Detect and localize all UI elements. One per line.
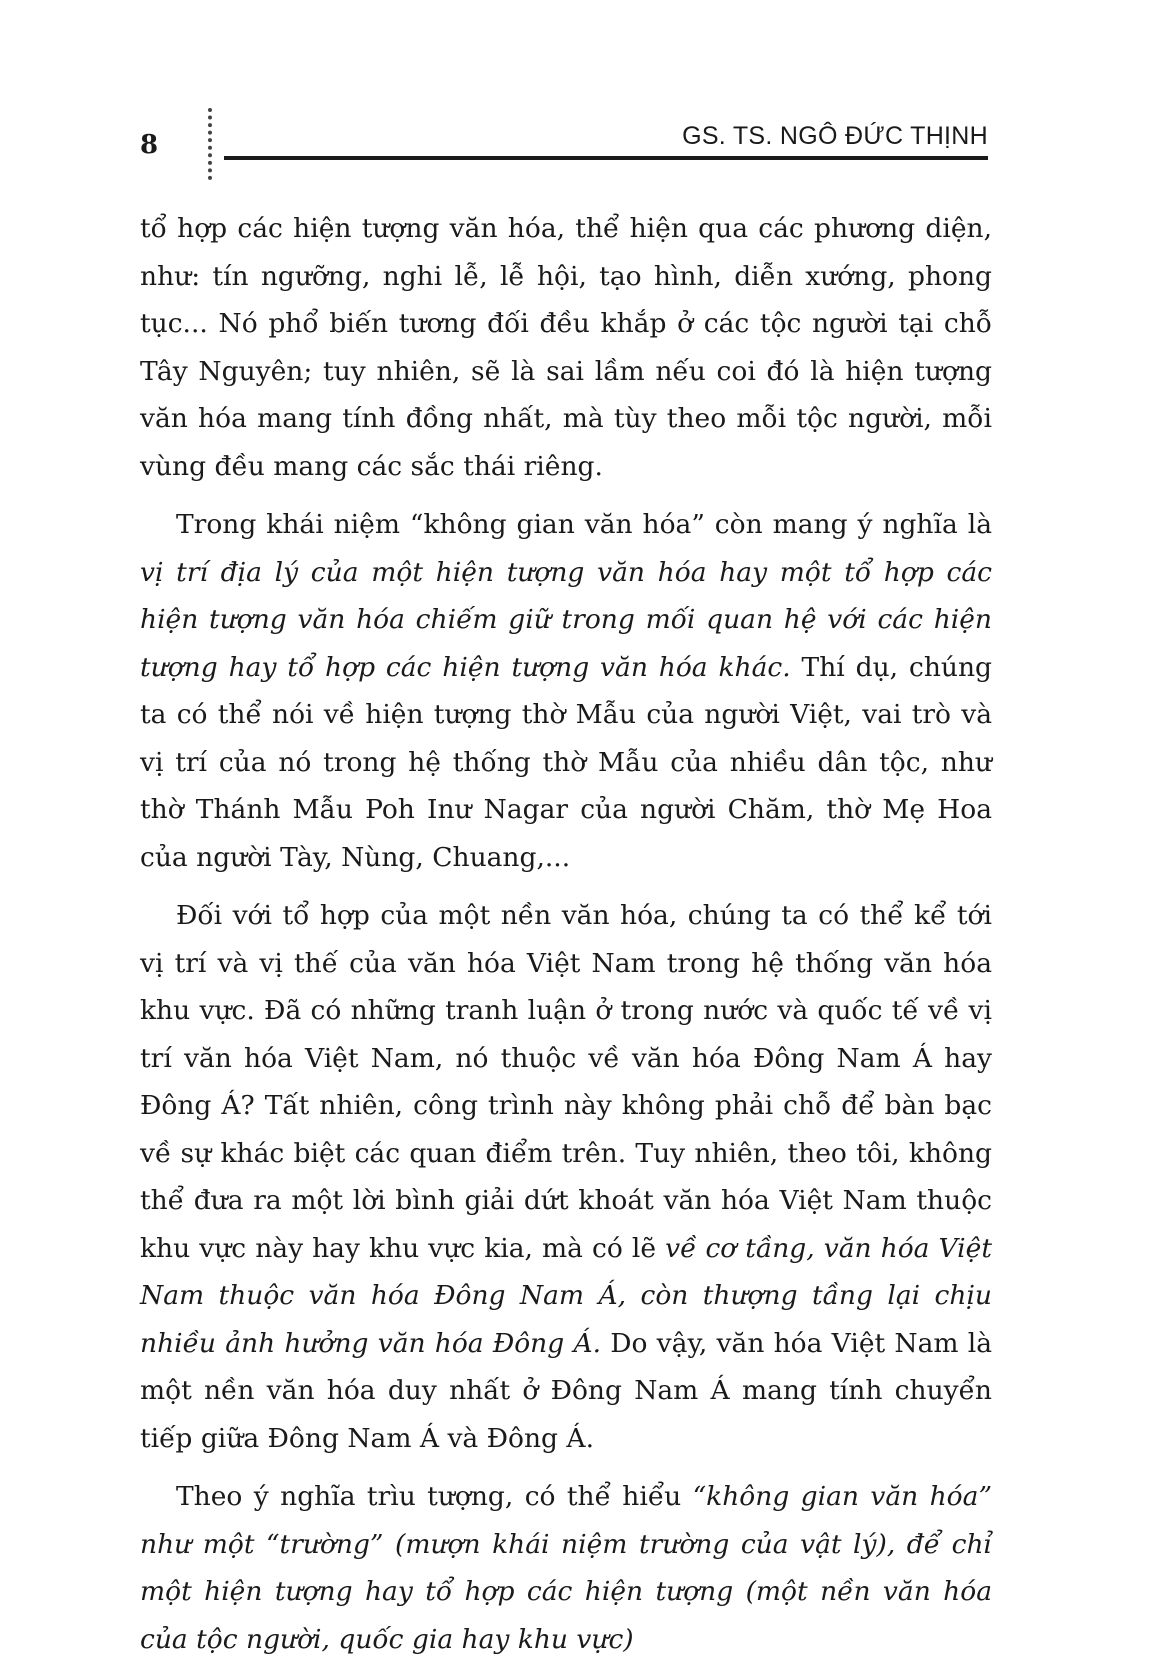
body-text	[140, 205, 992, 1674]
text-segment: tổ hợp các hiện tượng văn hóa, thể hiện qua các phương diện, như: tín ngưỡng, nghi lễ, lễ hội, tạo hình, diễn xướng, phong tục... Nó phổ biến tương đối đều khắp ở các tộc người tại chỗ Tây Nguyên; tuy nhiên, sẽ là sai lầm nếu coi đó là hiện tượng văn hóa mang tính đồng nhất, mà tùy theo mỗi tộc người, mỗi vùng đều mang các sắc thái riêng.	[140, 213, 992, 482]
text-segment: Do vậy, văn hóa Việt Nam là một nền văn hóa duy nhất ở Đông Nam Á mang tính chuyển tiếp giữa Đông Nam Á và Đông Á.	[140, 1327, 992, 1454]
paragraph-2	[140, 501, 992, 881]
page-number: 8	[140, 130, 159, 160]
italic-segment: vị trí địa lý của một hiện tượng văn hóa hay một tổ hợp các hiện tượng văn hóa chiếm giữ trong mối quan hệ với các hiện tượng hay tổ hợp các hiện tượng văn hóa khác.	[140, 556, 992, 683]
italic-segment: “không gian văn hóa” như một “trường” (mượn khái niệm trường của vật lý), để chỉ một hiện tượng hay tổ hợp các hiện tượng (một nền văn hóa của tộc người, quốc gia hay khu vực)	[140, 1481, 992, 1655]
italic-segment: về cơ tầng, văn hóa Việt Nam thuộc văn hóa Đông Nam Á, còn thượng tầng lại chịu nhiều ảnh hưởng văn hóa Đông Á.	[140, 1232, 992, 1359]
paragraph-4	[140, 1473, 992, 1663]
page-header	[0, 0, 1158, 200]
paragraph-3	[140, 892, 992, 1462]
text-segment: Đối với tổ hợp của một nền văn hóa, chúng ta có thể kể tới vị trí và vị thế của văn hóa Việt Nam trong hệ thống văn hóa khu vực. Đã có những tranh luận ở trong nước và quốc tế về vị trí văn hóa Việt Nam, nó thuộc về văn hóa Đông Nam Á hay Đông Á? Tất nhiên, công trình này không phải chỗ để bàn bạc về sự khác biệt các quan điểm trên. Tuy nhiên, theo tôi, không thể đưa ra một lời bình giải dứt khoát văn hóa Việt Nam thuộc khu vực này hay khu vực kia, mà có lẽ	[140, 900, 992, 1264]
header-dotted-divider	[208, 108, 212, 180]
paragraph-1	[140, 205, 992, 490]
running-head-author: GS. TS. NGÔ ĐỨC THỊNH	[682, 122, 988, 150]
header-rule	[224, 156, 988, 160]
text-segment: Theo ý nghĩa trìu tượng, có thể hiểu	[176, 1481, 693, 1512]
text-segment: Trong khái niệm “không gian văn hóa” còn mang ý nghĩa là	[176, 509, 992, 540]
text-segment: Thí dụ, chúng ta có thể nói về hiện tượng thờ Mẫu của người Việt, vai trò và vị trí của nó trong hệ thống thờ Mẫu của nhiều dân tộc, như thờ Thánh Mẫu Poh Inư Nagar của người Chăm, thờ Mẹ Hoa của người Tày, Nùng, Chuang,...	[140, 651, 993, 873]
